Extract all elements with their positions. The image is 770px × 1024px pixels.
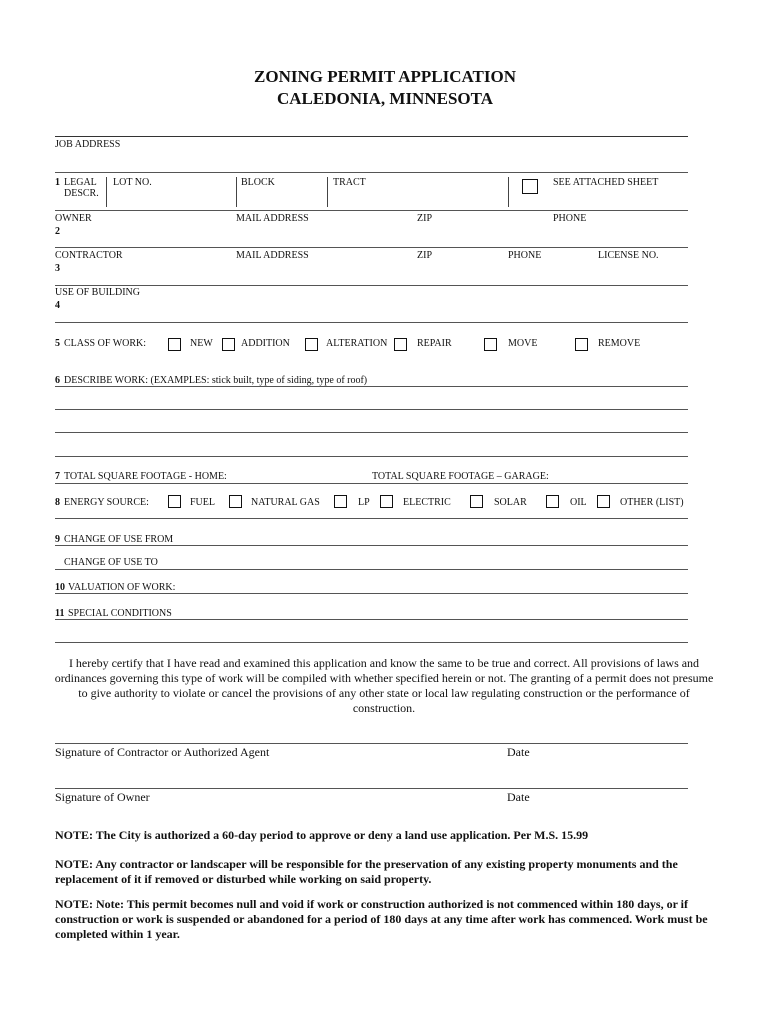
job-address-top-rule	[55, 136, 688, 137]
row-number-4: 4	[55, 300, 60, 311]
license-no-label: LICENSE NO.	[598, 250, 659, 261]
owner-mail-address-label: MAIL ADDRESS	[236, 213, 309, 224]
row-number-8: 8	[55, 497, 60, 508]
energy-solar-label: SOLAR	[494, 497, 527, 508]
job-address-field[interactable]	[55, 172, 688, 173]
valuation-field[interactable]	[55, 593, 688, 594]
note-permit-expiry: NOTE: Note: This permit becomes null and void if work or construction authorized is not commenced within 180 days, or if construction or work is suspended or abandoned for a period of 180 days at any time after work has commenced. Work must be completed within 1 year.	[55, 897, 708, 941]
form-subtitle: CALEDONIA, MINNESOTA	[277, 89, 493, 108]
contractor-field[interactable]	[55, 285, 688, 286]
legal-descr-label-1: LEGAL	[64, 177, 97, 188]
describe-work-line-3[interactable]	[55, 432, 688, 433]
contractor-date-label: Date	[507, 745, 530, 759]
class-addition-checkbox[interactable]	[222, 338, 235, 351]
special-conditions-label: SPECIAL CONDITIONS	[68, 608, 172, 619]
row8-rule	[55, 518, 688, 519]
row-number-3: 3	[55, 263, 60, 274]
row-number-9: 9	[55, 534, 60, 545]
describe-work-label: DESCRIBE WORK: (EXAMPLES: stick built, type of siding, type of roof)	[64, 375, 368, 386]
energy-natural-gas-checkbox[interactable]	[229, 495, 242, 508]
class-repair-checkbox[interactable]	[394, 338, 407, 351]
lot-no-label: LOT NO.	[113, 177, 152, 188]
row-number-11: 11	[55, 608, 65, 619]
row1-rule	[55, 210, 688, 211]
class-repair-label: REPAIR	[417, 338, 452, 349]
owner-phone-label: PHONE	[553, 213, 587, 224]
energy-fuel-label: FUEL	[190, 497, 215, 508]
owner-field[interactable]	[55, 247, 688, 248]
note-60-day: NOTE: The City is authorized a 60-day period to approve or deny a land use application. Per M.S. 15.99	[55, 828, 589, 842]
energy-fuel-checkbox[interactable]	[168, 495, 181, 508]
change-of-use-to-field[interactable]	[55, 569, 688, 570]
class-addition-label: ADDITION	[241, 338, 290, 349]
energy-lp-label: LP	[358, 497, 370, 508]
certification-text: I hereby certify that I have read and examined this application and know the same to be true and correct. All provisions of laws and ordinances governing this type of work will be compiled with whether specified herein or not. The granting of a permit does not presume to give authority to violate or cancel the provisions of any other state or local law regulating construction or the performance of construction.	[54, 656, 714, 715]
see-attached-checkbox[interactable]	[522, 179, 538, 194]
class-new-checkbox[interactable]	[168, 338, 181, 351]
describe-work-line-2[interactable]	[55, 409, 688, 410]
special-conditions-line-1[interactable]	[55, 619, 688, 620]
class-of-work-label: CLASS OF WORK:	[64, 338, 147, 349]
row-number-6: 6	[55, 375, 60, 386]
row-number-7: 7	[55, 471, 60, 482]
class-remove-label: REMOVE	[598, 338, 641, 349]
valuation-label: VALUATION OF WORK:	[68, 582, 176, 593]
class-new-label: NEW	[190, 338, 213, 349]
contractor-label: CONTRACTOR	[55, 250, 123, 261]
use-of-building-label: USE OF BUILDING	[55, 287, 140, 298]
divider	[106, 177, 107, 207]
legal-descr-label-2: DESCR.	[64, 188, 99, 199]
note-property-monuments: NOTE: Any contractor or landscaper will be responsible for the preservation of any existing property monuments and the replacement of it if removed or disturbed while working on said property.	[55, 857, 678, 886]
owner-signature-label: Signature of Owner	[55, 790, 150, 804]
contractor-phone-label: PHONE	[508, 250, 542, 261]
describe-work-line-4[interactable]	[55, 456, 688, 457]
contractor-signature-label: Signature of Contractor or Authorized Agent	[55, 745, 270, 759]
divider	[327, 177, 328, 207]
sqft-home-label: TOTAL SQUARE FOOTAGE - HOME:	[64, 471, 227, 482]
use-of-building-field[interactable]	[55, 322, 688, 323]
class-alteration-checkbox[interactable]	[305, 338, 318, 351]
owner-label: OWNER	[55, 213, 92, 224]
change-of-use-from-label: CHANGE OF USE FROM	[64, 534, 174, 545]
row-number-2: 2	[55, 226, 60, 237]
sqft-garage-label: TOTAL SQUARE FOOTAGE – GARAGE:	[372, 471, 549, 482]
energy-electric-checkbox[interactable]	[380, 495, 393, 508]
tract-label: TRACT	[333, 177, 366, 188]
divider	[508, 177, 509, 207]
class-remove-checkbox[interactable]	[575, 338, 588, 351]
row-number-1: 1	[55, 177, 60, 188]
energy-lp-checkbox[interactable]	[334, 495, 347, 508]
energy-other-checkbox[interactable]	[597, 495, 610, 508]
row-number-5: 5	[55, 338, 60, 349]
energy-natural-gas-label: NATURAL GAS	[251, 497, 320, 508]
see-attached-label: SEE ATTACHED SHEET	[553, 177, 659, 188]
sqft-field[interactable]	[55, 483, 688, 484]
contractor-mail-address-label: MAIL ADDRESS	[236, 250, 309, 261]
job-address-label: JOB ADDRESS	[55, 139, 121, 150]
energy-oil-checkbox[interactable]	[546, 495, 559, 508]
change-of-use-to-label: CHANGE OF USE TO	[64, 557, 158, 568]
class-alteration-label: ALTERATION	[326, 338, 388, 349]
class-move-checkbox[interactable]	[484, 338, 497, 351]
owner-date-label: Date	[507, 790, 530, 804]
energy-oil-label: OIL	[570, 497, 587, 508]
energy-electric-label: ELECTRIC	[403, 497, 451, 508]
contractor-zip-label: ZIP	[417, 250, 432, 261]
owner-zip-label: ZIP	[417, 213, 432, 224]
energy-other-label: OTHER (LIST)	[620, 497, 684, 508]
row-number-10: 10	[55, 582, 65, 593]
contractor-signature-line[interactable]	[55, 743, 688, 744]
class-move-label: MOVE	[508, 338, 538, 349]
block-label: BLOCK	[241, 177, 275, 188]
divider	[236, 177, 237, 207]
change-of-use-from-field[interactable]	[55, 545, 688, 546]
owner-signature-line[interactable]	[55, 788, 688, 789]
form-title: ZONING PERMIT APPLICATION	[254, 67, 516, 86]
energy-solar-checkbox[interactable]	[470, 495, 483, 508]
describe-work-line-1[interactable]	[55, 386, 688, 387]
energy-source-label: ENERGY SOURCE:	[64, 497, 149, 508]
special-conditions-line-2[interactable]	[55, 642, 688, 643]
